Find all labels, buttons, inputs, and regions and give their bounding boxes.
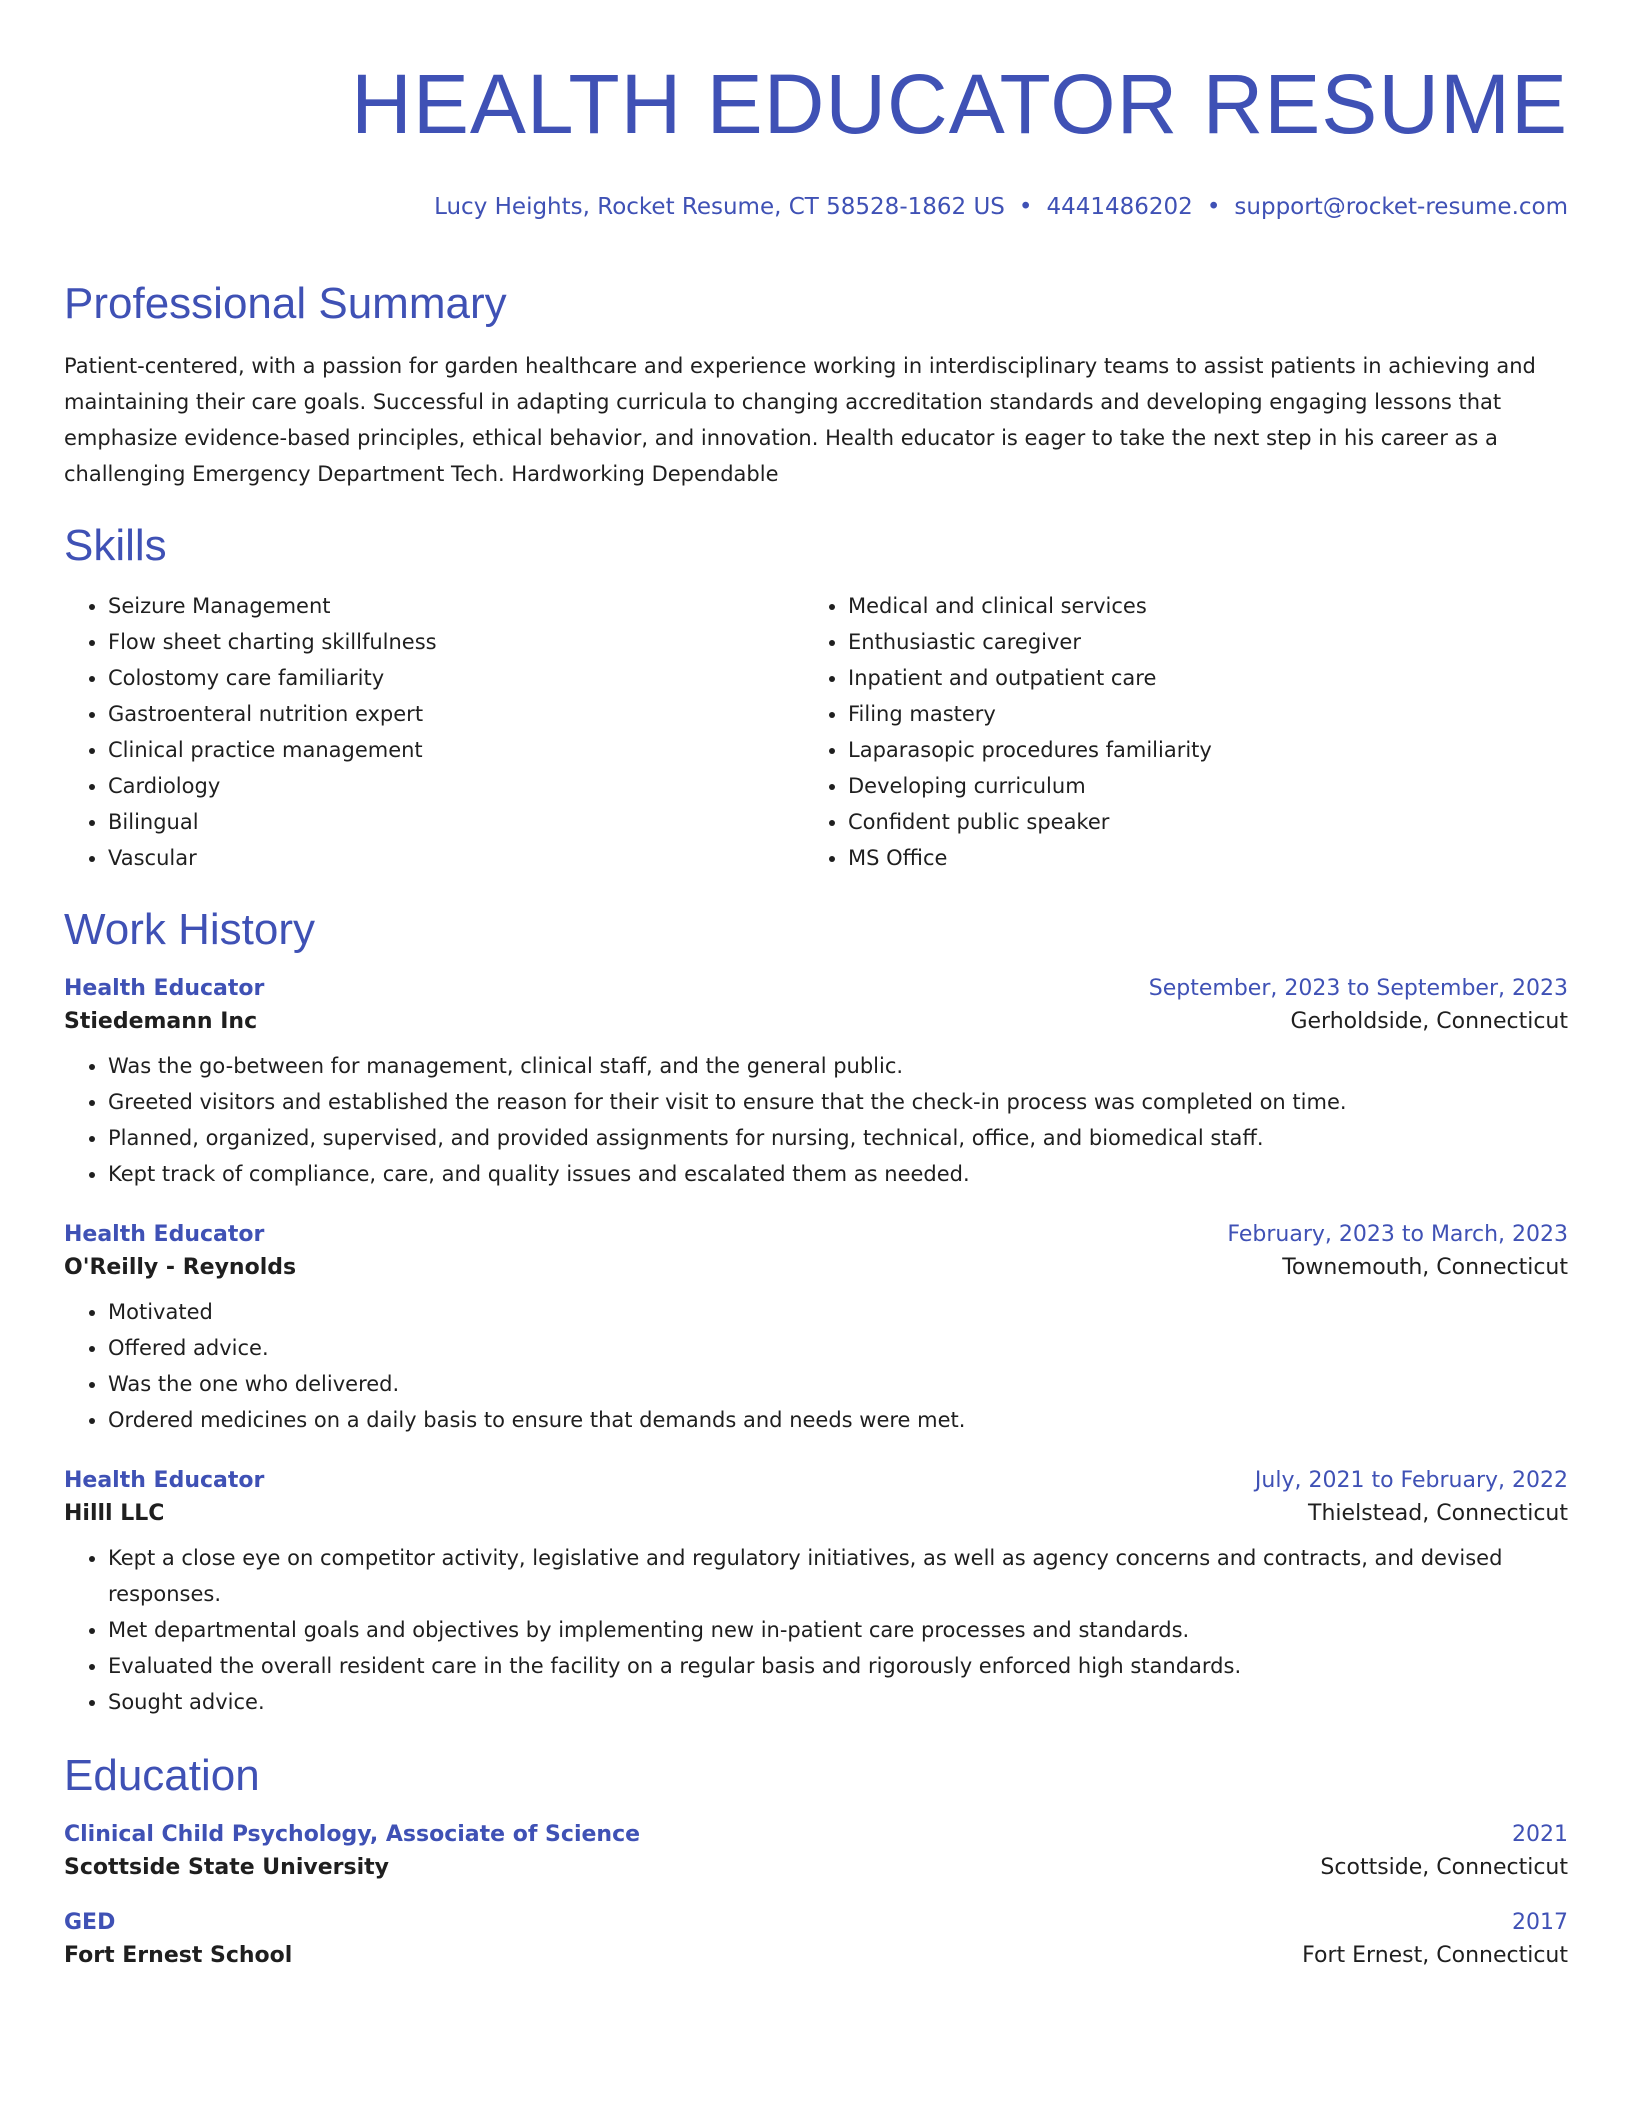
professional-summary-section [64, 278, 1568, 492]
job-bullets [64, 1294, 1568, 1438]
job-bullet: • Met departmental goals and objectives by implementing new in-patient care processes and standards. [108, 1612, 1568, 1648]
job-bullet: • Greeted visitors and established the reason for their visit to ensure that the check-in process was completed on time. [108, 1084, 1568, 1120]
education-school-row [64, 1935, 1568, 1968]
job-company: Stiedemann Inc [64, 1009, 258, 1034]
job-location: Gerholdside, Connecticut [1290, 1009, 1568, 1034]
job-company: O'Reilly - Reynolds [64, 1255, 297, 1280]
job-entry [64, 1468, 1568, 1720]
job-title: Health Educator [64, 1222, 265, 1247]
job-company-row [64, 1493, 1568, 1526]
job-bullet: • Evaluated the overall resident care in the facility on a regular basis and rigorously enforced high standards. [108, 1648, 1568, 1684]
job-company-row [64, 1001, 1568, 1034]
job-bullets [64, 1048, 1568, 1192]
job-bullet: • Offered advice. [108, 1330, 1568, 1366]
skill-item: • Developing curriculum [848, 768, 1544, 804]
contact-line [64, 194, 1568, 220]
contact-separator: • [1018, 194, 1033, 220]
job-bullets [64, 1540, 1568, 1720]
education-year: 2017 [1512, 1910, 1568, 1935]
skills-list-left [64, 588, 804, 876]
job-bullet: • Ordered medicines on a daily basis to ensure that demands and needs were met. [108, 1402, 1568, 1438]
section-heading-education: Education [64, 1751, 260, 1800]
skill-item: • Bilingual [108, 804, 804, 840]
skill-item: • Medical and clinical services [848, 588, 1544, 624]
job-bullet: • Motivated [108, 1294, 1568, 1330]
job-bullet: • Was the go-between for management, clinical staff, and the general public. [108, 1048, 1568, 1084]
skills-grid [64, 588, 1568, 876]
job-header-row [64, 1468, 1568, 1493]
contact-separator: • [1206, 194, 1221, 220]
education-degree: GED [64, 1910, 116, 1935]
job-title: Health Educator [64, 976, 265, 1001]
contact-address: Lucy Heights, Rocket Resume, CT 58528-1862 US [434, 194, 1005, 220]
skill-item: • Inpatient and outpatient care [848, 660, 1544, 696]
skill-item: • Filing mastery [848, 696, 1544, 732]
job-bullet: • Was the one who delivered. [108, 1366, 1568, 1402]
job-header-row [64, 976, 1568, 1001]
job-bullet: • Kept a close eye on competitor activity, legislative and regulatory initiatives, as well as agency concerns and contracts, and devised responses. [108, 1540, 1568, 1612]
summary-text: Patient-centered, with a passion for garden healthcare and experience working in interdisciplinary teams to assist patients in achieving and maintaining their care goals. Successful in adapting curricula to changing accreditation standards and developing engaging lessons that emphasize evidence-based principles, ethical behavior, and innovation. Health educator is eager to take the next step in his career as a challenging Emergency Department Tech. Hardworking Dependable [64, 354, 1536, 486]
skill-item: • Enthusiastic caregiver [848, 624, 1544, 660]
section-heading-summary: Professional Summary [64, 279, 507, 328]
job-title: Health Educator [64, 1468, 265, 1493]
skill-item: • MS Office [848, 840, 1544, 876]
resume-title: HEALTH EDUCATOR RESUME [351, 57, 1568, 151]
skills-list-right [804, 588, 1544, 876]
job-bullet: • Planned, organized, supervised, and provided assignments for nursing, technical, office, and biomedical staff. [108, 1120, 1568, 1156]
contact-email: support@rocket-resume.com [1234, 194, 1568, 220]
job-header-row [64, 1222, 1568, 1247]
job-entry [64, 1222, 1568, 1438]
education-section [64, 1750, 1568, 1968]
education-school: Fort Ernest School [64, 1943, 293, 1968]
job-dates: September, 2023 to September, 2023 [1148, 976, 1568, 1001]
skill-item: • Cardiology [108, 768, 804, 804]
education-location: Scottside, Connecticut [1320, 1855, 1568, 1880]
skill-item: • Confident public speaker [848, 804, 1544, 840]
job-dates: February, 2023 to March, 2023 [1227, 1222, 1568, 1247]
education-header-row [64, 1910, 1568, 1935]
job-location: Townemouth, Connecticut [1282, 1255, 1568, 1280]
education-entry [64, 1910, 1568, 1968]
education-year: 2021 [1512, 1822, 1568, 1847]
job-dates: July, 2021 to February, 2022 [1254, 1468, 1568, 1493]
job-bullet: • Sought advice. [108, 1684, 1568, 1720]
job-company: Hilll LLC [64, 1501, 165, 1526]
skill-item: • Colostomy care familiarity [108, 660, 804, 696]
education-school: Scottside State University [64, 1855, 389, 1880]
contact-phone: 4441486202 [1046, 194, 1193, 220]
skill-item: • Gastroenteral nutrition expert [108, 696, 804, 732]
education-degree: Clinical Child Psychology, Associate of Science [64, 1822, 641, 1847]
education-entry [64, 1822, 1568, 1880]
job-bullet: • Kept track of compliance, care, and quality issues and escalated them as needed. [108, 1156, 1568, 1192]
skill-item: • Vascular [108, 840, 804, 876]
skill-item: • Seizure Management [108, 588, 804, 624]
job-entry [64, 976, 1568, 1192]
skill-item: • Laparasopic procedures familiarity [848, 732, 1544, 768]
education-location: Fort Ernest, Connecticut [1302, 1943, 1568, 1968]
education-header-row [64, 1822, 1568, 1847]
section-heading-skills: Skills [64, 521, 167, 570]
skill-item: • Flow sheet charting skillfulness [108, 624, 804, 660]
work-history-section [64, 904, 1568, 1720]
section-heading-work-history: Work History [64, 905, 315, 954]
skills-section [64, 520, 1568, 876]
education-school-row [64, 1847, 1568, 1880]
job-company-row [64, 1247, 1568, 1280]
skill-item: • Clinical practice management [108, 732, 804, 768]
job-location: Thielstead, Connecticut [1308, 1501, 1568, 1526]
